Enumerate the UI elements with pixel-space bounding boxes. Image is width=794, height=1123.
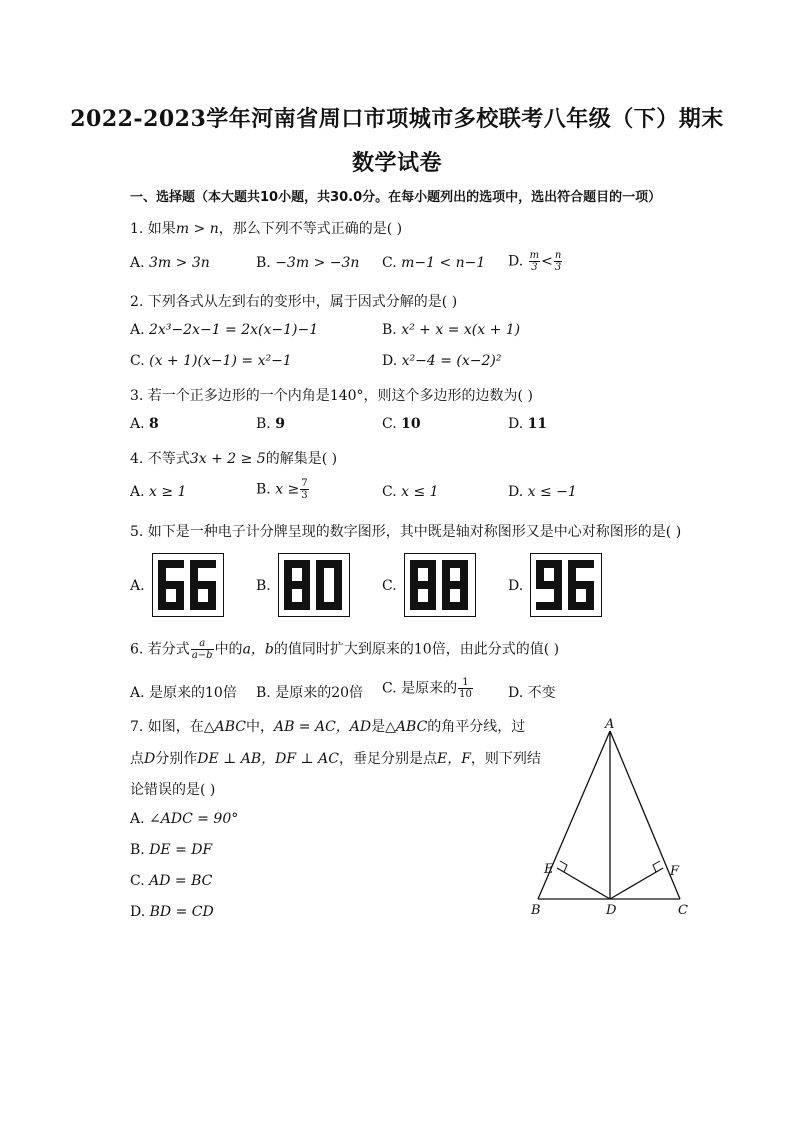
q7-option-a: A. ∠ADC = 90° (130, 811, 239, 827)
q6-option-a: A. 是原来的10倍 (130, 685, 237, 701)
q3-option-a: A. 8 (130, 416, 159, 432)
section-heading: 一、选择题（本大题共10小题，共30.0分。在每小题列出的选项中，选出符合题目的一项） (130, 190, 662, 205)
q2-option-a: A. 2x³−2x−1 = 2x(x−1)−1 (130, 322, 319, 338)
segment-g (158, 581, 184, 589)
q5-option-a-label: A. (130, 578, 145, 594)
q3-option-c: C. 10 (382, 416, 421, 432)
triangle-figure (520, 716, 700, 921)
q2-option-d: D. x²−4 = (x−2)² (382, 353, 502, 369)
segment-g (536, 581, 562, 589)
q4-option-a: A. x ≥ 1 (130, 484, 187, 500)
q2-option-b: B. x² + x = x(x + 1) (382, 322, 521, 338)
question-1-stem: 1. 如果m > n，那么下列不等式正确的是( ) (130, 221, 403, 237)
segment-g (284, 581, 310, 589)
q5-option-d-digits (530, 553, 602, 617)
segment-g (190, 581, 216, 589)
q4-option-c: C. x ≤ 1 (382, 484, 439, 500)
seven-segment-display (284, 560, 344, 610)
label-f: F (670, 864, 680, 879)
q7-option-d: D. BD = CD (130, 904, 214, 920)
seven-segment-display (158, 560, 218, 610)
label-d: D (606, 903, 617, 918)
seven-segment-display (536, 560, 596, 610)
label-c: C (678, 903, 688, 918)
segment-f (316, 560, 324, 589)
q3-option-d: D. 11 (508, 416, 548, 432)
q1-option-c: C. m−1 < n−1 (382, 255, 486, 271)
segment-de (557, 868, 610, 899)
question-5-stem: 5. 如下是一种电子计分牌呈现的数字图形，其中既是轴对称图形又是中心对称图形的是( ) (130, 524, 682, 540)
q5-option-a-digits (152, 553, 224, 617)
q1-option-d: D. $\frac{m}{3}$ < $\frac{n}{3}$ (508, 250, 562, 273)
q5-option-b-digits (278, 553, 350, 617)
q5-option-d-label: D. (508, 578, 524, 594)
label-e: E (544, 862, 554, 877)
segment-g (568, 581, 594, 589)
q3-option-b: B. 9 (256, 416, 285, 432)
q1-option-a: A. 3m > 3n (130, 255, 210, 271)
page-title: 2022-2023学年河南省周口市项城市多校联考八年级（下）期末 (70, 106, 724, 132)
q2-option-c: C. (x + 1)(x−1) = x²−1 (130, 353, 292, 369)
q5-option-c-digits (404, 553, 476, 617)
label-a: A (605, 717, 615, 732)
question-7-line-3: 论错误的是( ) (130, 782, 216, 798)
question-2-stem: 2. 下列各式从左到右的变形中，属于因式分解的是( ) (130, 294, 458, 310)
q6-option-d: D. 不变 (508, 685, 556, 701)
q4-option-b: B. x ≥ $\frac{7}{3}$ (256, 478, 308, 501)
q5-option-b-label: B. (256, 578, 271, 594)
question-7-line-1: 7. 如图，在△ABC中，AB = AC，AD是△ABC的角平分线，过 (130, 719, 526, 735)
question-6-stem: 6. 若分式 $\frac{a}{a-b}$ 中的a，b的值同时扩大到原来的10倍，由此分式的值( ) (130, 638, 560, 661)
label-b: B (531, 903, 541, 918)
q7-option-c: C. AD = BC (130, 873, 213, 889)
question-7-line-2: 点D分别作DE ⊥ AB，DF ⊥ AC，垂足分别是点E，F，则下列结 (130, 751, 541, 767)
question-4-stem: 4. 不等式3x + 2 ≥ 5的解集是( ) (130, 451, 338, 467)
q4-option-d: D. x ≤ −1 (508, 484, 577, 500)
seven-segment-display (410, 560, 470, 610)
q6-option-b: B. 是原来的20倍 (256, 685, 364, 701)
question-3-stem: 3. 若一个正多边形的一个内角是140°，则这个多边形的边数为( ) (130, 388, 533, 404)
segment-g (442, 581, 468, 589)
q6-option-c: C. 是原来的 $\frac{1}{10}$ (382, 677, 472, 700)
q7-option-b: B. DE = DF (130, 842, 213, 858)
segment-g (410, 581, 436, 589)
q1-option-b: B. −3m > −3n (256, 255, 360, 271)
segment-d (536, 602, 562, 610)
segment-df (610, 868, 663, 899)
q5-option-c-label: C. (382, 578, 397, 594)
page-subtitle: 数学试卷 (351, 150, 442, 176)
